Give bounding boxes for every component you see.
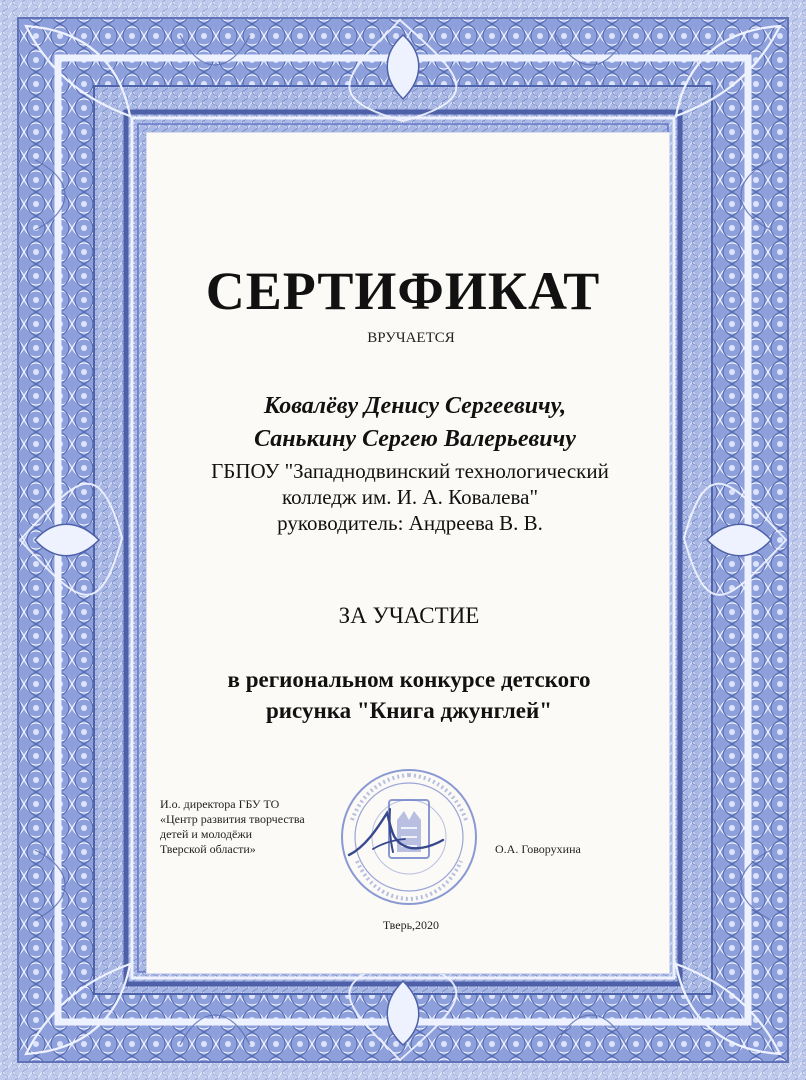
certificate-title: СЕРТИФИКАТ	[205, 261, 601, 321]
contest-line: в региональном конкурсе детского	[227, 667, 591, 692]
awarded-label: ВРУЧАЕТСЯ	[367, 330, 455, 346]
organization-line: колледж им. И. А. Ковалева"	[281, 485, 539, 509]
signer-title-line: «Центр развития творчества	[160, 812, 305, 826]
signer-title-line: детей и молодёжи	[160, 827, 253, 841]
recipient-name: Ковалёву Денису Сергеевичу,	[263, 393, 567, 419]
contest-description	[0, 664, 806, 726]
place-year: Тверь,2020	[382, 918, 440, 932]
supervisor-line: руководитель: Андреева В. В.	[277, 511, 543, 535]
signer-title-line: Тверской области»	[160, 842, 256, 856]
recipient-name: Санькину Сергею Валерьевичу	[254, 426, 576, 452]
signer-name: О.А. Говорухина	[495, 842, 581, 856]
participation-label: ЗА УЧАСТИЕ	[338, 603, 480, 628]
organization-line: ГБПОУ "Западнодвинский технологический	[211, 459, 609, 483]
signer-title-block	[160, 797, 360, 857]
recipient-names	[0, 390, 806, 456]
contest-line: рисунка "Книга джунглей"	[266, 698, 552, 723]
signature-icon	[335, 800, 455, 870]
signer-title-line: И.о. директора ГБУ ТО	[160, 797, 280, 811]
organization-info	[0, 458, 806, 536]
